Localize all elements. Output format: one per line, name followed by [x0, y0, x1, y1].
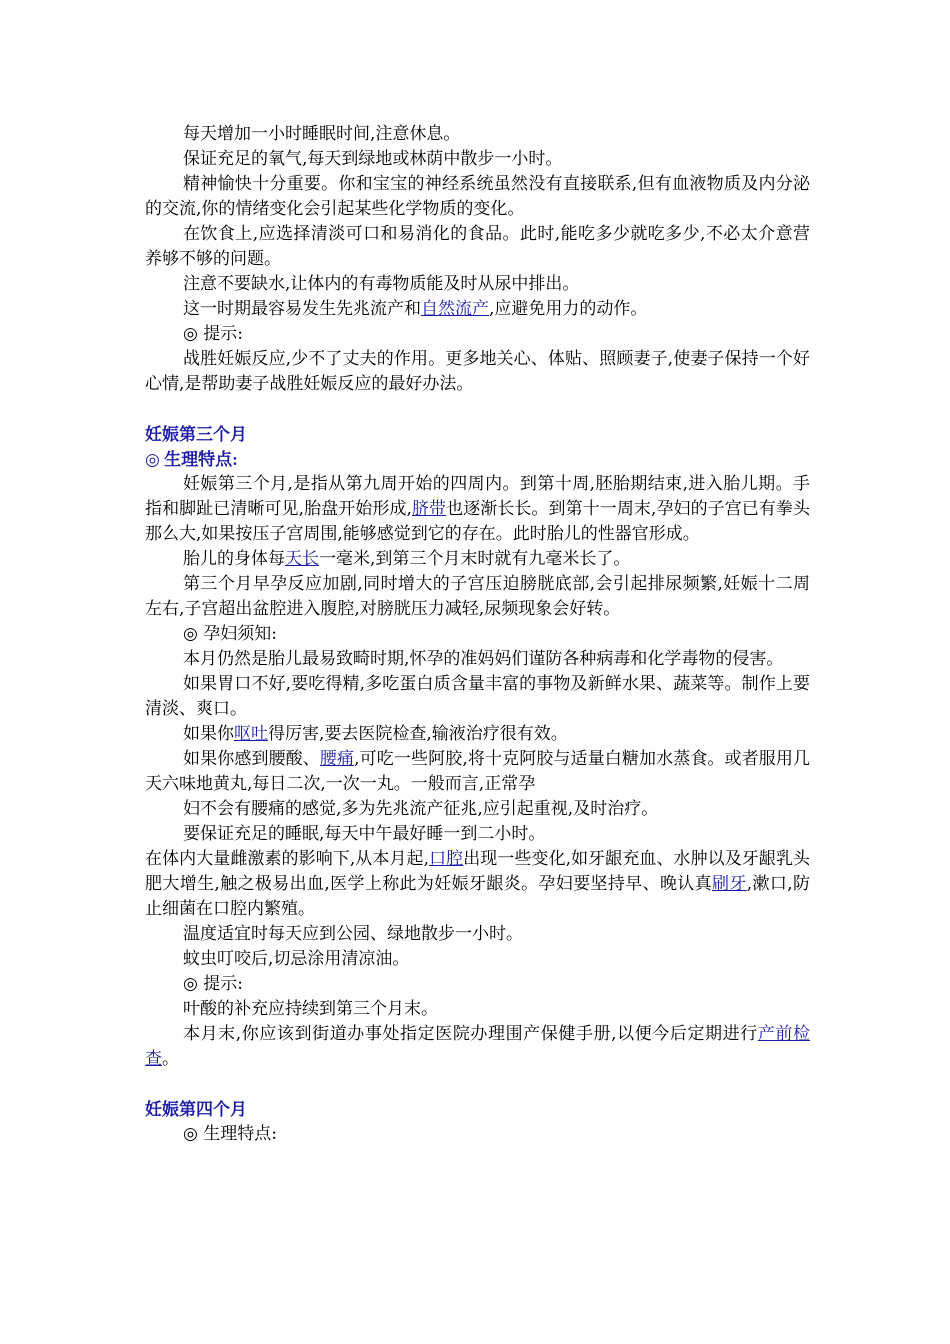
- paragraph-gingivitis: [145, 847, 810, 922]
- text-span: 本月末,你应该到街道办事处指定医院办理围产保健手册,以便今后定期进行: [183, 1024, 758, 1044]
- text-span: ,漱口,防止细菌在口腔内繁殖。: [145, 874, 810, 919]
- text-span: 得厉害,要去医院检查,输液治疗很有效。: [268, 724, 568, 744]
- paragraph-growth: [145, 547, 810, 572]
- paragraph-backache: [145, 747, 810, 797]
- paragraph-month3-intro: [145, 472, 810, 547]
- spacer: [145, 397, 810, 422]
- text-span: 胎儿的身体每: [183, 549, 285, 569]
- section-title-month3: 妊娠第三个月: [145, 425, 247, 444]
- text-span: 如果你: [183, 724, 234, 744]
- text-span: 这一时期最容易发生先兆流产和: [183, 299, 421, 319]
- paragraph-water: 注意不要缺水,让体内的有毒物质能及时从尿中排出。: [183, 274, 580, 294]
- paragraph-vomit: [145, 722, 810, 747]
- text-span: 也逐渐长长。到第十一周末,孕妇的子宫已有拳头那么大,如果按压子宫周围,能够感觉到它的存在。此时胎儿的性器官形成。: [145, 499, 811, 544]
- paragraph-handbook: [145, 1022, 810, 1072]
- document-page: [145, 122, 810, 1147]
- paragraph-backache-cont: 妇不会有腰痛的感觉,多为先兆流产征兆,应引起重视,及时治疗。: [183, 799, 659, 819]
- section-subtitle-physiology-month4: ◎ 生理特点:: [183, 1124, 277, 1144]
- paragraph-nap: 要保证充足的睡眠,每天中午最好睡一到二小时。: [183, 824, 546, 844]
- paragraph-folic-acid: 叶酸的补充应持续到第三个月末。: [183, 999, 438, 1019]
- link-tooth-brushing[interactable]: 刷牙: [712, 874, 747, 894]
- text-span: 出现一些变化,如牙龈充血、水肿以及牙龈乳头肥大增生,触之极易出血,医学上称此为妊娠牙龈炎。孕妇要坚持早、晚认真: [145, 849, 811, 894]
- spacer: [145, 1072, 810, 1097]
- link-daily-growth[interactable]: 天长: [285, 549, 319, 569]
- text-span: 。: [162, 1049, 179, 1069]
- section-title-month4: 妊娠第四个月: [145, 1100, 247, 1119]
- tip-label: ◎ 提示:: [183, 324, 243, 344]
- tip-label: ◎ 提示:: [183, 974, 243, 994]
- link-natural-miscarriage[interactable]: 自然流产: [421, 299, 489, 319]
- link-oral-cavity[interactable]: 口腔: [429, 849, 464, 869]
- paragraph-oxygen: 保证充足的氧气,每天到绿地或林荫中散步一小时。: [183, 149, 563, 169]
- section-subtitle-physiology: ◎ 生理特点:: [145, 450, 238, 469]
- text-span: 妊娠第三个月,是指从第九周开始的四周内。到第十周,胚胎期结束,进入胎儿期。手指和脚趾已清晰可见,胎盘开始形成,: [145, 474, 810, 519]
- text-span: ,可吃一些阿胶,将十克阿胶与适量白糖加水蒸食。或者服用几天六味地黄丸,每日二次,一次一丸。一般而言,正常孕: [145, 749, 811, 794]
- link-lumbago[interactable]: 腰痛: [319, 749, 355, 769]
- paragraph-sleep: 每天增加一小时睡眠时间,注意休息。: [183, 124, 461, 144]
- notice-label: ◎ 孕妇须知:: [183, 624, 277, 644]
- paragraph-appetite: 如果胃口不好,要吃得精,多吃蛋白质含量丰富的事物及新鲜水果、蔬菜等。制作上要清淡、爽口。: [145, 674, 810, 719]
- paragraph-bladder: 第三个月早孕反应加剧,同时增大的子宫压迫膀胱底部,会引起排尿频繁,妊娠十二周左右,子宫超出盆腔进入腹腔,对膀胱压力减轻,尿频现象会好转。: [145, 574, 810, 619]
- text-span: ,应避免用力的动作。: [489, 299, 648, 319]
- link-vomiting[interactable]: 呕吐: [234, 724, 268, 744]
- text-span: 一毫米,到第三个月末时就有九毫米长了。: [319, 549, 631, 569]
- paragraph-mood: 精神愉快十分重要。你和宝宝的神经系统虽然没有直接联系,但有血液物质及内分泌的交流,你的情绪变化会引起某些化学物质的变化。: [145, 174, 810, 219]
- paragraph-husband-tip: 战胜妊娠反应,少不了丈夫的作用。更多地关心、体贴、照顾妻子,使妻子保持一个好心情,是帮助妻子战胜妊娠反应的最好办法。: [145, 349, 810, 394]
- paragraph-diet: 在饮食上,应选择清淡可口和易消化的食品。此时,能吃多少就吃多少,不必太介意营养够不够的问题。: [145, 224, 810, 269]
- paragraph-walk: 温度适宜时每天应到公园、绿地散步一小时。: [183, 924, 523, 944]
- text-span: 如果你感到腰酸、: [183, 749, 320, 769]
- paragraph-mosquito: 蚊虫叮咬后,切忌涂用清凉油。: [183, 949, 410, 969]
- paragraph-miscarriage: [145, 297, 810, 322]
- link-prenatal-check[interactable]: 产前检查: [145, 1024, 811, 1069]
- paragraph-teratogen: 本月仍然是胎儿最易致畸时期,怀孕的准妈妈们谨防各种病毒和化学毒物的侵害。: [183, 649, 784, 669]
- link-umbilical-cord[interactable]: 脐带: [411, 499, 447, 519]
- text-span: 在体内大量雌激素的影响下,从本月起,: [145, 849, 429, 869]
